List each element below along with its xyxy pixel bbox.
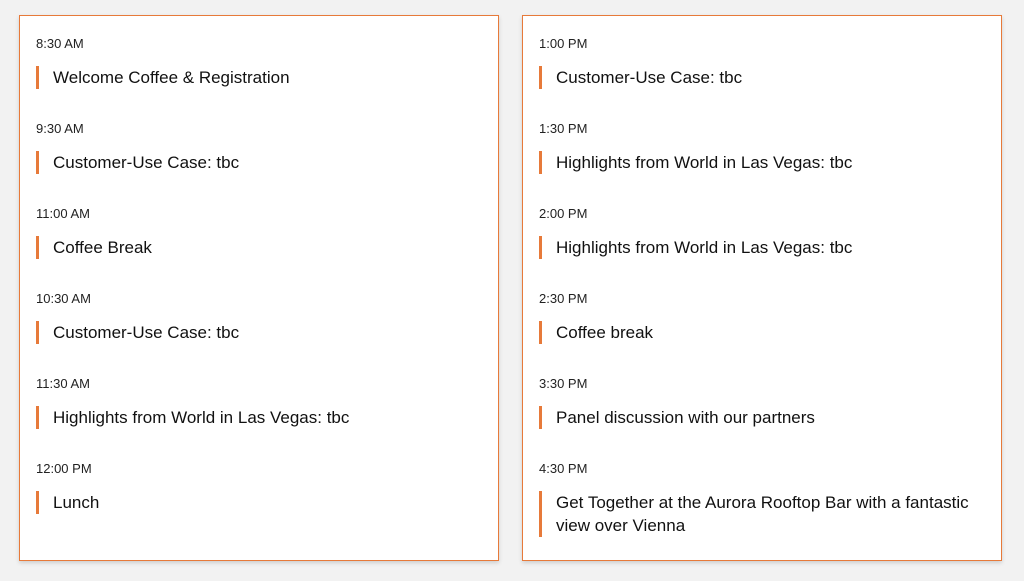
session-title: Customer-Use Case: tbc <box>539 66 985 89</box>
session-title: Highlights from World in Las Vegas: tbc <box>539 236 985 259</box>
session-title: Highlights from World in Las Vegas: tbc <box>539 151 985 174</box>
session-time: 2:30 PM <box>539 291 588 306</box>
session-time: 4:30 PM <box>539 461 588 476</box>
session-time: 1:30 PM <box>539 121 588 136</box>
session-title: Panel discussion with our partners <box>539 406 985 429</box>
session-time: 1:00 PM <box>539 36 588 51</box>
session-title: Coffee break <box>539 321 985 344</box>
session-time: 3:30 PM <box>539 376 588 391</box>
agenda-card-morning <box>19 15 499 561</box>
session-time: 12:00 PM <box>36 461 92 476</box>
session-title: Get Together at the Aurora Rooftop Bar with a fantastic view over Vienna <box>539 491 985 537</box>
session-title: Highlights from World in Las Vegas: tbc <box>36 406 482 429</box>
session-title: Customer-Use Case: tbc <box>36 321 482 344</box>
session-title: Coffee Break <box>36 236 482 259</box>
session-title: Customer-Use Case: tbc <box>36 151 482 174</box>
session-time: 2:00 PM <box>539 206 588 221</box>
session-time: 9:30 AM <box>36 121 84 136</box>
session-title: Welcome Coffee & Registration <box>36 66 482 89</box>
session-time: 10:30 AM <box>36 291 91 306</box>
session-time: 11:00 AM <box>36 206 90 221</box>
session-title: Lunch <box>36 491 482 514</box>
agenda-card-afternoon <box>522 15 1002 561</box>
session-time: 8:30 AM <box>36 36 84 51</box>
session-time: 11:30 AM <box>36 376 90 391</box>
